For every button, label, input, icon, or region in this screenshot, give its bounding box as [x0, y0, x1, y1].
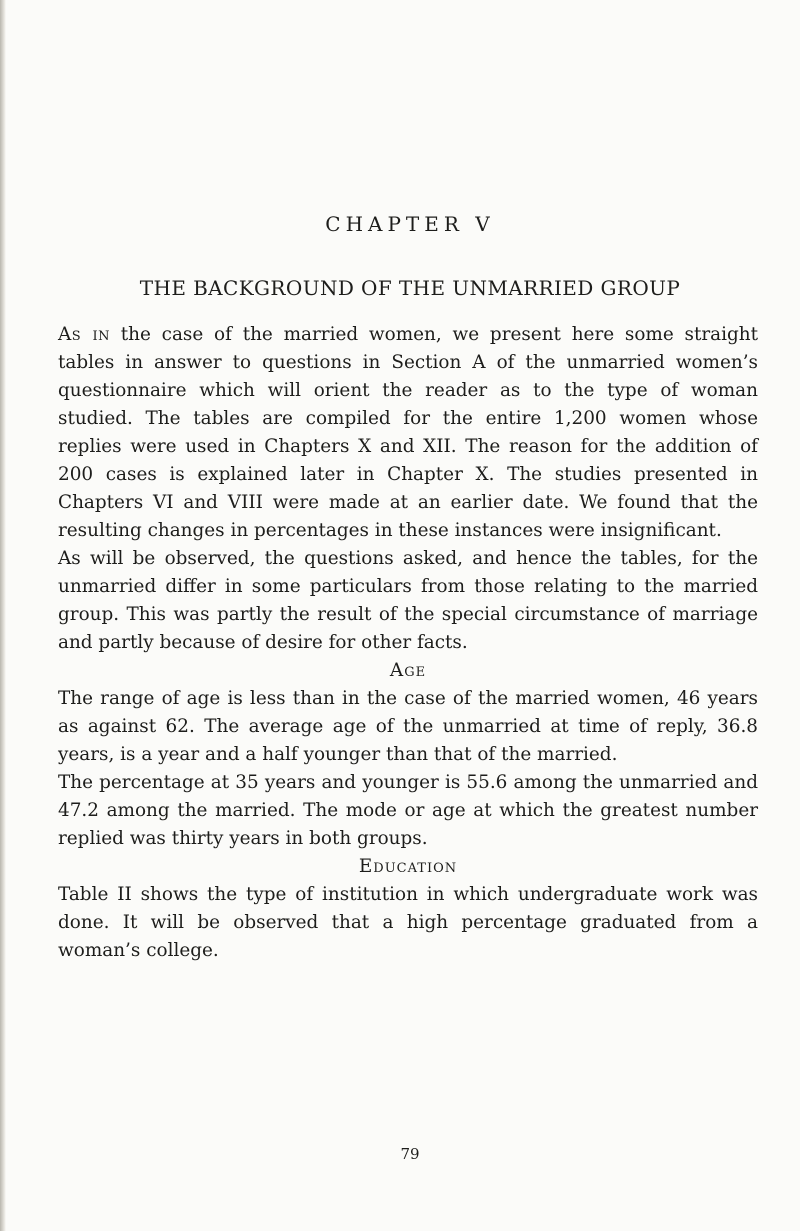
education-paragraph-1: Table II shows the type of institution in which undergraduate work was done. It will be observed that a high percentage graduated from a woman’s college.	[58, 884, 758, 961]
book-spine-shadow	[0, 0, 6, 1231]
page-number: 79	[400, 1145, 420, 1163]
intro-paragraph-2: As will be observed, the questions asked, and hence the tables, for the unmarried differ in some particulars from those relating to the married group. This was partly the result of the special circumstance of marriage and partly because of desire for other facts.	[58, 548, 758, 653]
body-text	[58, 321, 758, 965]
intro-paragraph-1-text: the case of the married women, we present here some straight tables in answer to questions in Section A of the unmarried women’s questionnaire which will orient the reader as to the type of woman studied. The tables are compiled for the entire 1,200 women whose replies were used in Chapters X and XII. The reason for the addition of 200 cases is explained later in Chapter X. The studies presented in Chapters VI and VIII were made at an earlier date. We found that the resulting changes in percentages in these instances were insignificant.	[58, 324, 758, 541]
intro-paragraph-1	[58, 321, 758, 545]
section-heading-age: Age	[389, 660, 427, 681]
book-page	[58, 0, 762, 1231]
chapter-label: CHAPTER V	[325, 212, 495, 236]
intro-lead-words: As in	[58, 324, 110, 345]
chapter-title: THE BACKGROUND OF THE UNMARRIED GROUP	[139, 276, 681, 300]
age-paragraph-1: The range of age is less than in the case of the married women, 46 years as against 62. The average age of the unmarried at time of reply, 36.8 years, is a year and a half younger than that of the married.	[58, 688, 758, 765]
age-paragraph-2: The percentage at 35 years and younger is 55.6 among the unmarried and 47.2 among the married. The mode or age at which the greatest number replied was thirty years in both groups.	[58, 772, 758, 849]
section-heading-education: Education	[358, 856, 458, 877]
